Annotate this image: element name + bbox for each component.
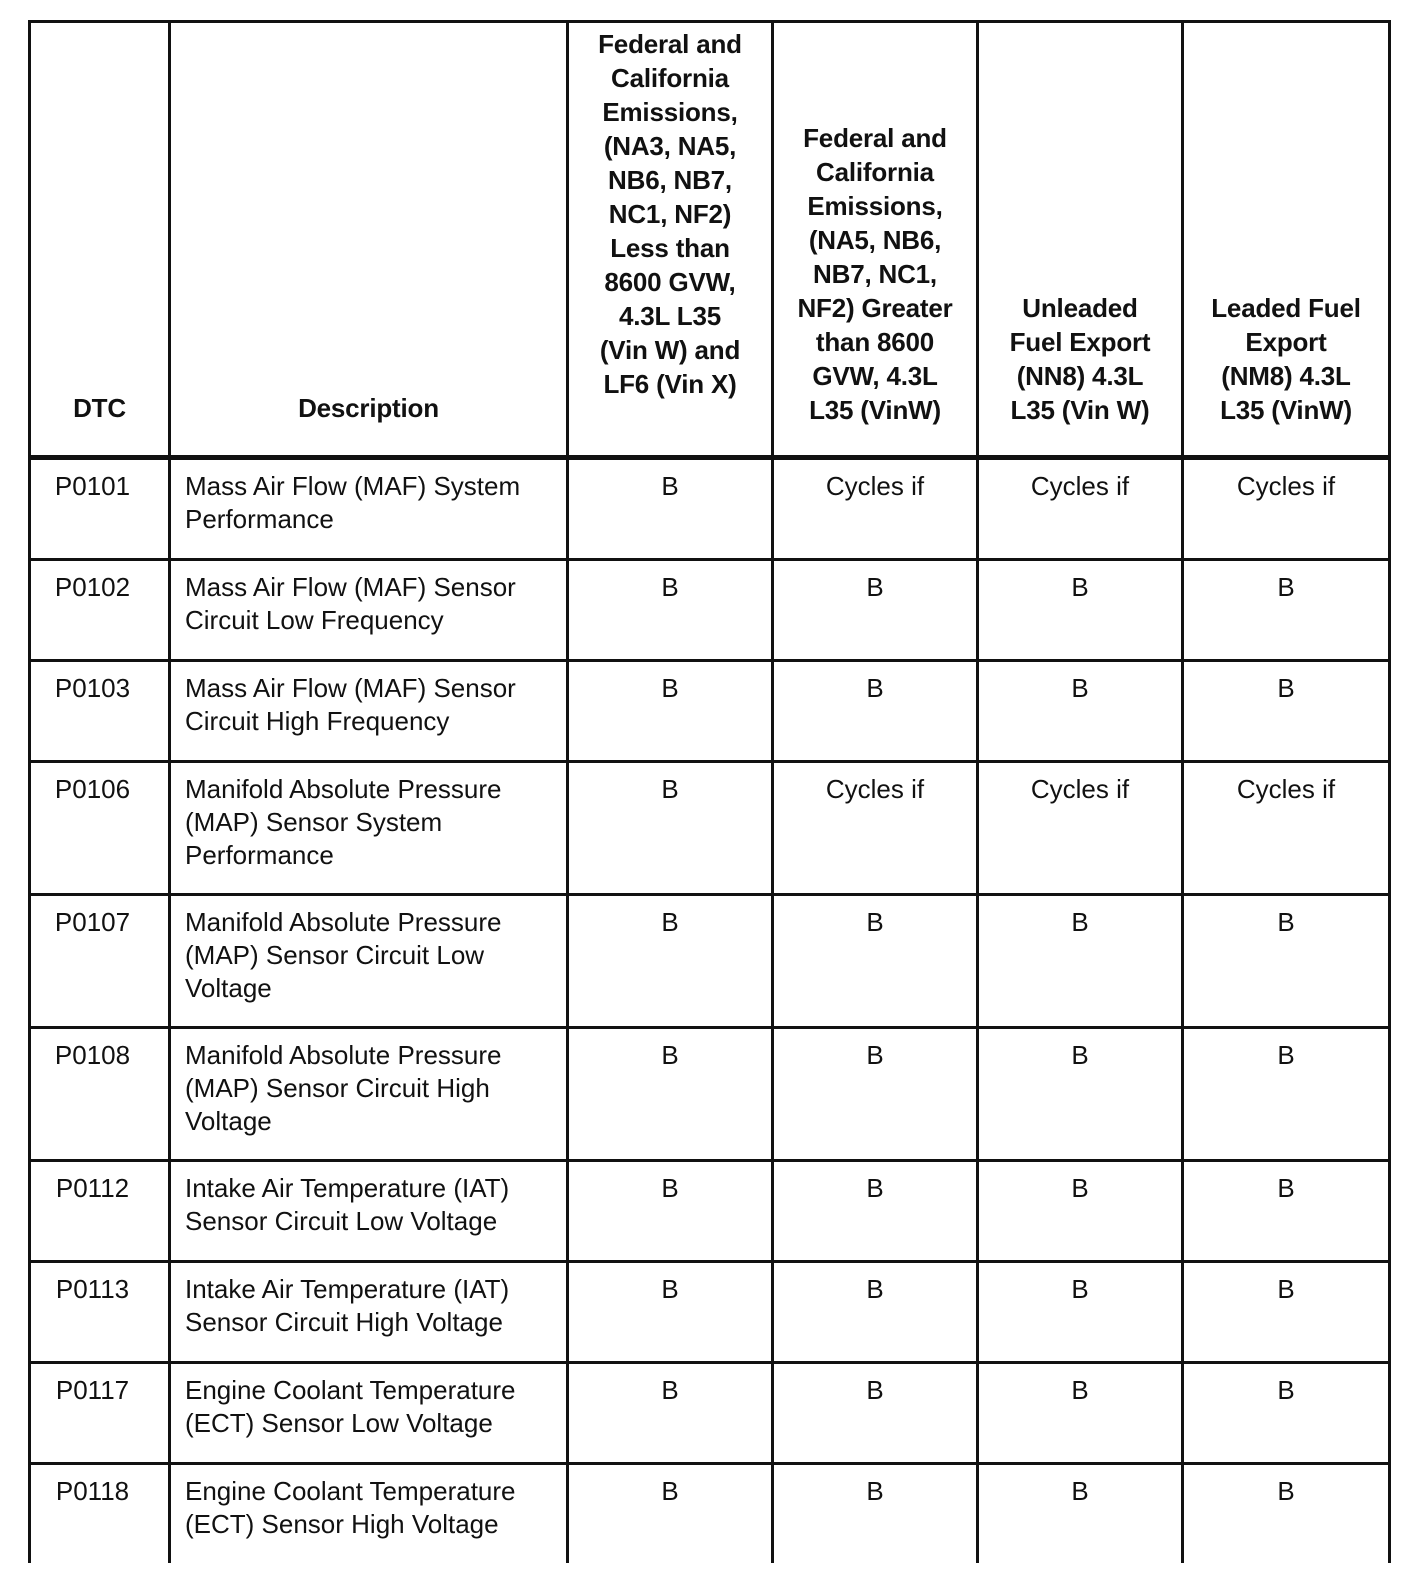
header-line: (NN8) 4.3L [1016,361,1144,391]
header-line: NB7, NC1, [813,259,937,289]
value-cell: B [1183,1363,1390,1464]
table-row [30,458,1390,560]
value-cell: B [1183,661,1390,762]
description-line: Intake Air Temperature (IAT) [185,1274,510,1304]
description-line: Intake Air Temperature (IAT) [185,1173,510,1203]
value-cell: Cycles if [978,762,1183,895]
header-line: California [611,63,729,93]
header-line: California [816,157,934,187]
value-cell: B [978,1262,1183,1363]
description-line: Mass Air Flow (MAF) Sensor [185,572,516,602]
description-cell [170,762,568,895]
value-cell: B [978,895,1183,1028]
description-line: Manifold Absolute Pressure [185,1040,502,1070]
header-line: Leaded Fuel [1211,293,1361,323]
description-cell [170,560,568,661]
value-cell: B [568,1464,773,1564]
value-cell: B [568,1363,773,1464]
value-cell: Cycles if [773,762,978,895]
header-line: Unleaded [1022,293,1138,323]
dtc-code-cell: P0103 [30,661,170,762]
header-leaded-fuel-export [1183,22,1390,458]
header-line: (NA5, NB6, [808,225,942,255]
description-cell [170,1464,568,1564]
header-line: 4.3L L35 [619,301,721,331]
header-line: 8600 GVW, [604,267,736,297]
header-description: Description [170,22,568,458]
table-row [30,1262,1390,1363]
table-row [30,661,1390,762]
value-cell: B [773,560,978,661]
value-cell: B [568,1262,773,1363]
value-cell: B [1183,895,1390,1028]
value-cell: B [773,1028,978,1161]
description-line: Engine Coolant Temperature [185,1375,516,1405]
value-cell: B [978,1028,1183,1161]
value-cell: Cycles if [1183,458,1390,560]
value-cell: B [978,661,1183,762]
dtc-code-cell: P0112 [30,1161,170,1262]
header-line: LF6 (Vin X) [603,369,737,399]
value-cell: Cycles if [978,458,1183,560]
header-dtc: DTC [30,22,170,458]
dtc-code-cell: P0101 [30,458,170,560]
value-cell: B [568,762,773,895]
header-line: Less than [610,233,730,263]
dtc-table [28,20,1391,1563]
header-line: than 8600 [815,327,935,357]
header-line: (NA3, NA5, [603,131,737,161]
header-line: L35 (Vin W) [1010,395,1150,425]
header-line: NB6, NB7, [608,165,732,195]
header-row [30,22,1390,458]
header-line: L35 (VinW) [1220,395,1352,425]
header-line: Federal and [803,123,947,153]
description-line: (MAP) Sensor System [185,807,443,837]
description-cell [170,458,568,560]
value-cell: B [1183,1262,1390,1363]
table-row [30,1161,1390,1262]
description-line: Sensor Circuit High Voltage [185,1307,503,1337]
header-line: GVW, 4.3L [812,361,938,391]
header-line: Export [1245,327,1327,357]
table-row [30,895,1390,1028]
table-row [30,1363,1390,1464]
value-cell: B [1183,560,1390,661]
description-line: Mass Air Flow (MAF) System [185,471,521,501]
description-cell [170,1161,568,1262]
description-line: Engine Coolant Temperature [185,1476,516,1506]
description-line: (MAP) Sensor Circuit High [185,1073,490,1103]
value-cell: B [568,560,773,661]
description-line: Mass Air Flow (MAF) Sensor [185,673,516,703]
value-cell: B [1183,1161,1390,1262]
description-line: (ECT) Sensor Low Voltage [185,1408,493,1438]
description-cell [170,1028,568,1161]
header-unleaded-fuel-export [978,22,1183,458]
description-line: Circuit Low Frequency [185,605,444,635]
table-row [30,762,1390,895]
description-line: Performance [185,504,334,534]
value-cell: B [978,560,1183,661]
value-cell: B [773,1464,978,1564]
description-cell [170,895,568,1028]
header-line: (NM8) 4.3L [1221,361,1351,391]
description-cell [170,1262,568,1363]
table-row [30,1028,1390,1161]
value-cell: B [568,458,773,560]
description-line: Performance [185,840,334,870]
value-cell: B [773,895,978,1028]
description-line: Voltage [185,1106,272,1136]
value-cell: Cycles if [1183,762,1390,895]
value-cell: B [568,1161,773,1262]
description-line: Manifold Absolute Pressure [185,774,502,804]
value-cell: B [978,1363,1183,1464]
description-line: (ECT) Sensor High Voltage [185,1509,499,1539]
value-cell: B [978,1464,1183,1564]
value-cell: B [568,895,773,1028]
header-line: NF2) Greater [797,293,953,323]
value-cell: B [978,1161,1183,1262]
value-cell: B [568,1028,773,1161]
value-cell: B [1183,1464,1390,1564]
value-cell: B [773,1262,978,1363]
table-row [30,1464,1390,1564]
header-line: Federal and [598,29,742,59]
header-line: Fuel Export [1009,327,1151,357]
value-cell: B [773,1363,978,1464]
header-line: (Vin W) and [599,335,741,365]
description-line: (MAP) Sensor Circuit Low [185,940,485,970]
value-cell: Cycles if [773,458,978,560]
dtc-code-cell: P0108 [30,1028,170,1161]
header-line: NC1, NF2) [608,199,732,229]
dtc-code-cell: P0106 [30,762,170,895]
value-cell: B [773,661,978,762]
dtc-document [28,20,1388,1563]
dtc-code-cell: P0107 [30,895,170,1028]
value-cell: B [1183,1028,1390,1161]
dtc-code-cell: P0118 [30,1464,170,1564]
header-federal-california-over-8600gvw [773,22,978,458]
value-cell: B [568,661,773,762]
table-row [30,560,1390,661]
description-line: Manifold Absolute Pressure [185,907,502,937]
dtc-code-cell: P0102 [30,560,170,661]
description-line: Sensor Circuit Low Voltage [185,1206,498,1236]
header-federal-california-under-8600gvw [568,22,773,458]
dtc-code-cell: P0113 [30,1262,170,1363]
header-line: Emissions, [602,97,738,127]
description-cell [170,1363,568,1464]
description-line: Circuit High Frequency [185,706,450,736]
header-line: L35 (VinW) [809,395,941,425]
dtc-code-cell: P0117 [30,1363,170,1464]
value-cell: B [773,1161,978,1262]
description-line: Voltage [185,973,272,1003]
header-line: Emissions, [807,191,943,221]
description-cell [170,661,568,762]
